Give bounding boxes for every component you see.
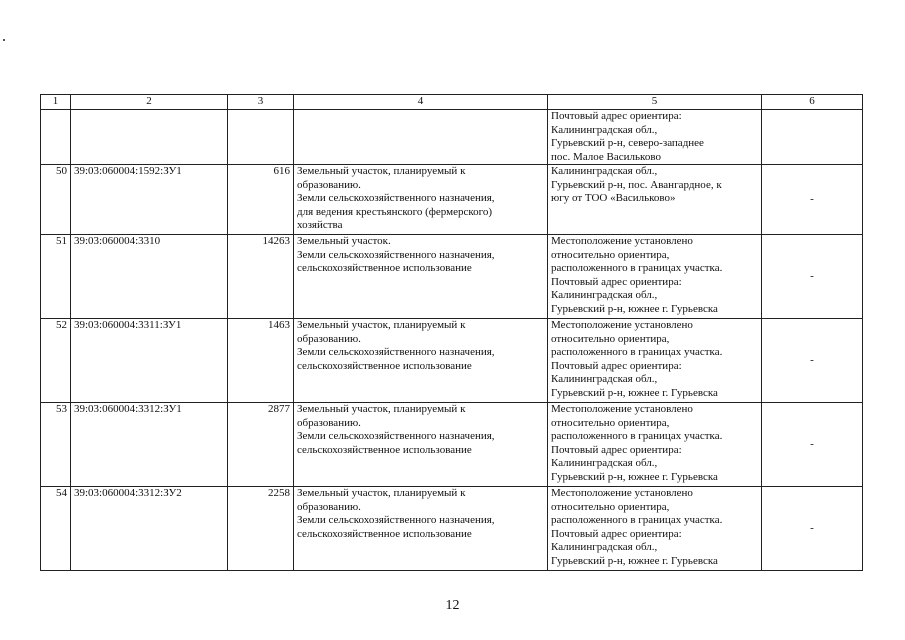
row-num: 50 [41,165,71,235]
row-num: 52 [41,319,71,403]
row-cadastral: 39:03:060004:1592:ЗУ1 [71,165,228,235]
row-num: 51 [41,235,71,319]
row-address: Местоположение установлено относительно ориентира, расположенного в границах участка. Почтовый адрес ориентира: Калининградская обл., Гурьевский р-н, южнее г. Гурьевска [548,403,762,487]
page-number: 12 [445,598,460,613]
cont-area [228,110,294,165]
table-row [41,165,863,235]
row-col6: - [762,319,863,403]
row-desc: Земельный участок. Земли сельскохозяйственного назначения, сельскохозяйственное использование [294,235,548,319]
row-col6: - [762,165,863,235]
row-address: Местоположение установлено относительно ориентира, расположенного в границах участка. Почтовый адрес ориентира: Калининградская обл., Гурьевский р-н, южнее г. Гурьевска [548,487,762,571]
table-row [41,319,863,403]
row-desc: Земельный участок, планируемый к образованию. Земли сельскохозяйственного назначения, сельскохозяйственное использование [294,319,548,403]
row-num: 53 [41,403,71,487]
row-area: 14263 [228,235,294,319]
scan-speck [3,39,5,41]
row-area: 616 [228,165,294,235]
header-col-5: 5 [548,95,762,110]
row-area: 1463 [228,319,294,403]
row-address: Калининградская обл., Гурьевский р-н, пос. Авангардное, к югу от ТОО «Васильково» [548,165,762,235]
header-col-4: 4 [294,95,548,110]
row-cadastral: 39:03:060004:3312:ЗУ2 [71,487,228,571]
row-col6: - [762,235,863,319]
cont-address: Почтовый адрес ориентира: Калининградская обл., Гурьевский р-н, северо-западнее пос. Малое Васильково [548,110,762,165]
header-col-2: 2 [71,95,228,110]
row-col6: - [762,487,863,571]
header-col-3: 3 [228,95,294,110]
row-cadastral: 39:03:060004:3311:ЗУ1 [71,319,228,403]
row-cadastral: 39:03:060004:3310 [71,235,228,319]
land-plots-table [40,94,863,571]
header-row [41,95,863,110]
cont-col6 [762,110,863,165]
row-address: Местоположение установлено относительно ориентира, расположенного в границах участка. Почтовый адрес ориентира: Калининградская обл., Гурьевский р-н, южнее г. Гурьевска [548,319,762,403]
header-col-1: 1 [41,95,71,110]
row-desc: Земельный участок, планируемый к образованию. Земли сельскохозяйственного назначения, сельскохозяйственное использование [294,403,548,487]
header-col-6: 6 [762,95,863,110]
row-desc: Земельный участок, планируемый к образованию. Земли сельскохозяйственного назначения, для ведения крестьянского (фермерского) хозяйства [294,165,548,235]
table-row [41,403,863,487]
row-cadastral: 39:03:060004:3312:ЗУ1 [71,403,228,487]
table-row [41,235,863,319]
row-col6: - [762,403,863,487]
row-desc: Земельный участок, планируемый к образованию. Земли сельскохозяйственного назначения, сельскохозяйственное использование [294,487,548,571]
table-row [41,487,863,571]
row-address: Местоположение установлено относительно ориентира, расположенного в границах участка. Почтовый адрес ориентира: Калининградская обл., Гурьевский р-н, южнее г. Гурьевска [548,235,762,319]
continuation-row [41,110,863,165]
cont-desc [294,110,548,165]
row-area: 2877 [228,403,294,487]
row-num: 54 [41,487,71,571]
row-area: 2258 [228,487,294,571]
cont-cadastral [71,110,228,165]
cont-num [41,110,71,165]
